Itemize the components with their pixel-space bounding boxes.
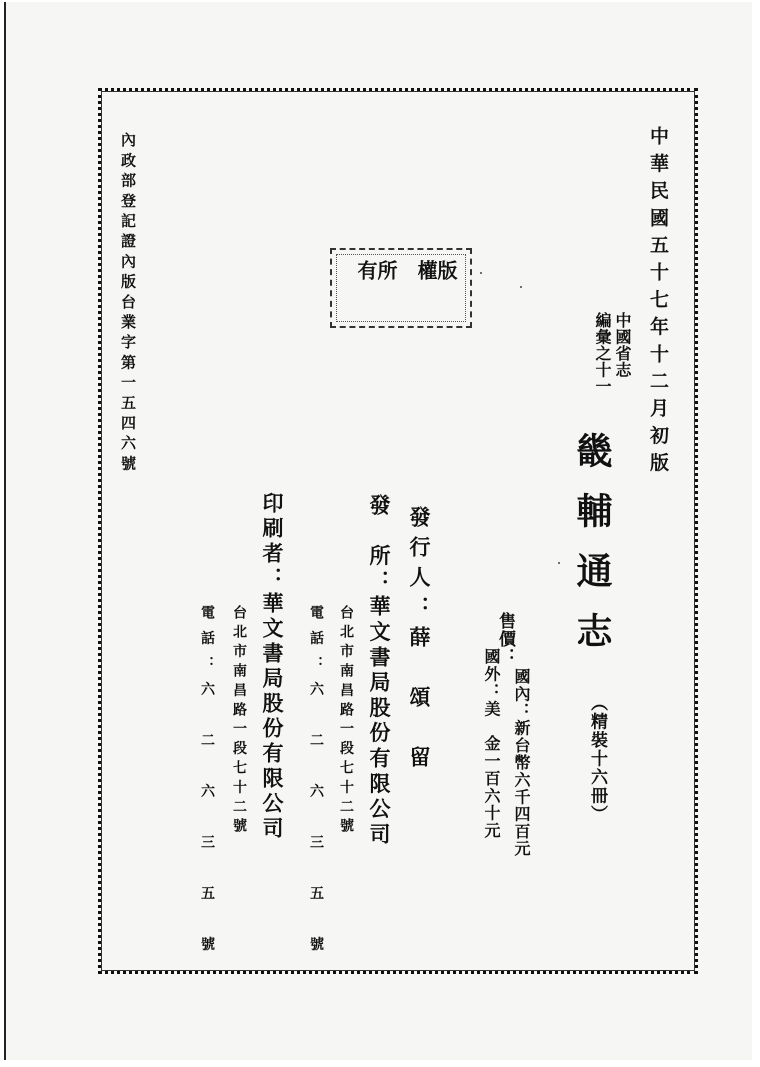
ink-speck (520, 286, 522, 288)
printer-phone: 電話：六 二 六 三 五 號 (199, 605, 215, 962)
printer-line: 印刷者：華文書局股份有限公司 (260, 492, 285, 842)
series-name (592, 312, 632, 395)
series-line-2: 編彙之十一 (593, 312, 612, 395)
edition-note: （精裝十六冊） (587, 694, 607, 824)
issuer-line: 發 所：華文書局股份有限公司 (367, 494, 392, 849)
price-label: 售價： (495, 612, 515, 666)
price-domestic: 國內：新台幣六千四百元 (512, 668, 531, 858)
publisher-line: 發行人：薛 頌 留 (407, 506, 432, 776)
copyright-stamp-left-text: 所有 (354, 260, 398, 294)
ink-speck (558, 562, 560, 564)
printer-address: 台北市南昌路一段七十二號 (231, 605, 247, 838)
edition-date: 中華民國五十七年十二月初版 (647, 126, 669, 480)
ink-speck (480, 272, 482, 274)
series-line-1: 中國省志 (613, 312, 632, 378)
copyright-stamp-right-text: 版權 (414, 260, 458, 294)
issuer-phone: 電話：六 二 六 三 五 號 (308, 605, 324, 962)
price-foreign: 國外：美 金一百六十元 (482, 648, 501, 840)
page-edge (752, 0, 760, 1067)
issuer-address: 台北市南昌路一段七十二號 (338, 605, 354, 838)
book-title: 畿輔通志 (571, 432, 613, 672)
registration-number: 內政部登記證內版台業字第一五四六號 (119, 132, 137, 476)
copyright-stamp (330, 248, 472, 328)
